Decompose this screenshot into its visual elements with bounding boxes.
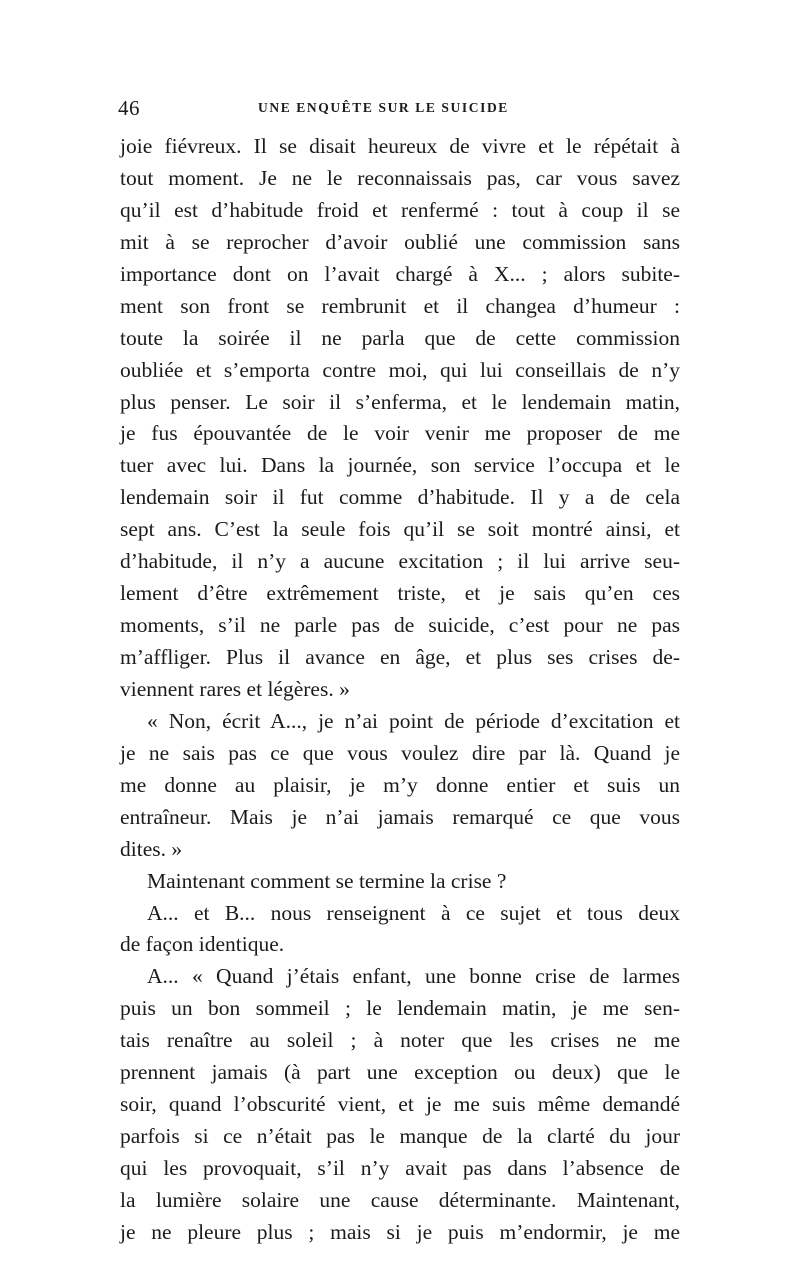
text-line: mit à se reprocher d’avoir oublié une commission sans: [120, 229, 680, 254]
text-line: lendemain soir il fut comme d’habitude. Il y a de cela: [120, 485, 680, 510]
text-line: A... et B... nous renseignent à ce sujet et tous deux: [147, 900, 680, 925]
text-line: la lumière solaire une cause déterminante. Maintenant,: [120, 1187, 680, 1212]
text-line: ment son front se rembrunit et il changea d’humeur :: [120, 293, 680, 318]
text-line: A... « Quand j’étais enfant, une bonne crise de larmes: [147, 964, 680, 989]
text-line: Maintenant comment se termine la crise ?: [147, 868, 507, 893]
text-line: de façon identique.: [120, 932, 285, 957]
text-line: me donne au plaisir, je m’y donne entier et suis un: [120, 772, 680, 797]
text-line: tout moment. Je ne le reconnaissais pas, car vous savez: [120, 165, 680, 190]
text-line: je ne sais pas ce que vous voulez dire par là. Quand je: [120, 740, 680, 765]
text-line: tais renaître au soleil ; à noter que les crises ne me: [120, 1028, 680, 1053]
text-line: je fus épouvantée de le voir venir me proposer de me: [120, 421, 680, 446]
text-line: qu’il est d’habitude froid et renfermé : tout à coup il se: [120, 197, 680, 222]
text-line: toute la soirée il ne parla que de cette commission: [120, 325, 680, 350]
text-line: lement d’être extrêmement triste, et je sais qu’en ces: [120, 581, 680, 606]
running-title: UNE ENQUÊTE SUR LE SUICIDE: [258, 100, 509, 115]
page-number: 46: [118, 96, 140, 120]
text-line: moments, s’il ne parle pas de suicide, c’est pour ne pas: [120, 613, 680, 638]
text-line: viennent rares et légères. »: [120, 676, 350, 701]
running-head: [118, 93, 678, 123]
text-line: d’habitude, il n’y a aucune excitation ; il lui arrive seu-: [120, 549, 680, 574]
text-line: parfois si ce n’était pas le manque de la clarté du jour: [120, 1124, 680, 1149]
text-line: tuer avec lui. Dans la journée, son service l’occupa et le: [120, 453, 680, 478]
text-line: importance dont on l’avait chargé à X... ; alors subite-: [120, 261, 680, 286]
text-line: sept ans. C’est la seule fois qu’il se soit montré ainsi, et: [120, 517, 680, 542]
text-line: qui les provoquait, s’il n’y avait pas dans l’absence de: [120, 1156, 680, 1180]
text-line: prennent jamais (à part une exception ou deux) que le: [120, 1060, 680, 1085]
text-line: puis un bon sommeil ; le lendemain matin, je me sen-: [120, 996, 680, 1021]
text-line: plus penser. Le soir il s’enferma, et le lendemain matin,: [120, 389, 680, 414]
text-line: « Non, écrit A..., je n’ai point de période d’excitation et: [147, 708, 680, 733]
text-line: joie fiévreux. Il se disait heureux de vivre et le répétait à: [120, 134, 680, 158]
text-line: dites. »: [120, 836, 183, 861]
text-line: entraîneur. Mais je n’ai jamais remarqué ce que vous: [120, 804, 680, 829]
text-line: soir, quand l’obscurité vient, et je me suis même demandé: [120, 1092, 680, 1117]
text-line: m’affliger. Plus il avance en âge, et plus ses crises de-: [120, 645, 680, 669]
text-line: oubliée et s’emporta contre moi, qui lui conseillais de n’y: [120, 357, 680, 382]
text-line: je ne pleure plus ; mais si je puis m’endormir, je me: [120, 1219, 680, 1244]
text-body: [120, 131, 680, 1249]
